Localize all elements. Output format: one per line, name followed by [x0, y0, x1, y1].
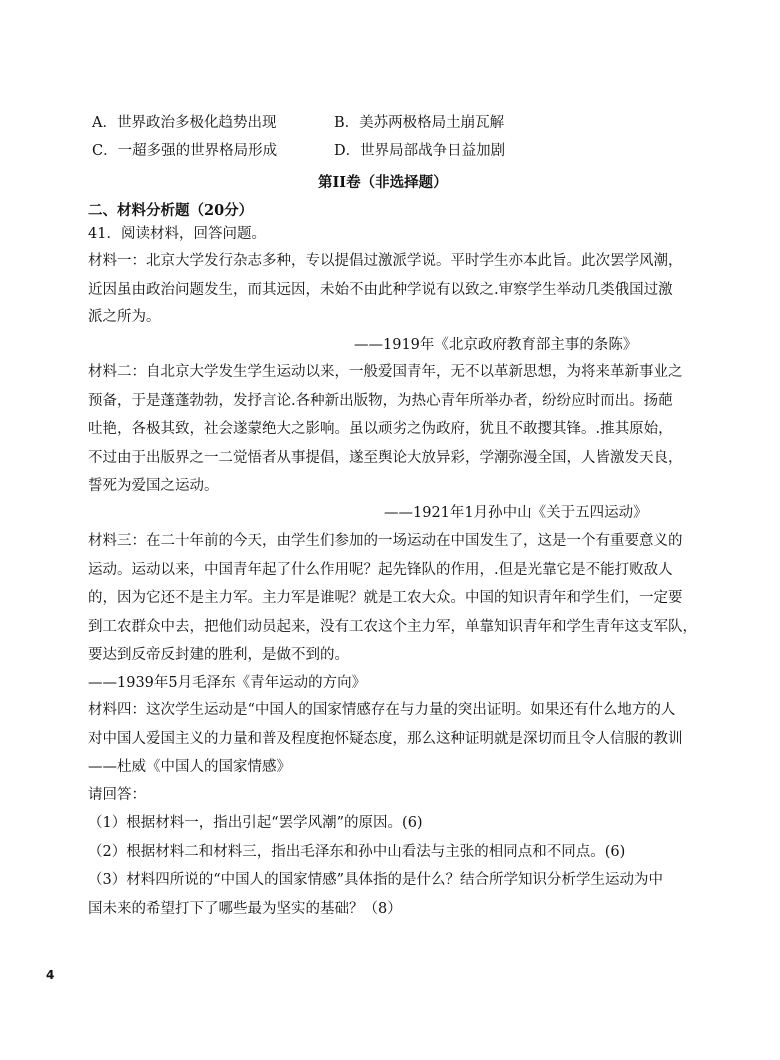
- material3-line: 材料三：在二十年前的今天，由学生们参加的一场运动在中国发生了，这是一个有重要意义的: [88, 533, 683, 549]
- sub-question-3-line: 国未来的希望打下了哪些最为坚实的基础？（8）: [88, 901, 402, 917]
- ask-label: 请回答：: [88, 787, 146, 803]
- material2-line: 不过由于出版界之一二觉悟者从事提倡，遂至舆论大放异彩，学潮弥漫全国，人皆激发天良，: [88, 450, 683, 466]
- material1-source: ——1919年《北京政府教育部主事的条陈》: [354, 337, 638, 353]
- material4-line: 材料四：这次学生运动是“中国人的国家情感存在与力量的突出证明。如果还有什么地方的人: [88, 702, 676, 718]
- option-b: B．美苏两极格局土崩瓦解: [334, 115, 505, 131]
- material2-line: 预备，于是蓬蓬勃勃，发抒言论.各种新出版物，为热心青年所举办者，纷纷应时而出。扬葩: [88, 393, 673, 409]
- material3-line: 要达到反帝反封建的胜利，是做不到的。: [88, 647, 349, 663]
- material1-line: 材料一：北京大学发行杂志多种，专以提倡过激派学说。平时学生亦本此旨。此次罢学风潮，: [88, 253, 683, 269]
- material3-source: ——1939年5月毛泽东《青年运动的方向》: [88, 675, 367, 691]
- sub-question-3-line: （3）材料四所说的“中国人的国家情感”具体指的是什么？结合所学知识分析学生运动为中: [88, 872, 664, 888]
- material2-source: ——1921年1月孙中山《关于五四运动》: [384, 505, 648, 521]
- material3-line: 运动。运动以来，中国青年起了什么作用呢？起先锋队的作用，.但是光靠它是不能打败敌人: [88, 562, 673, 578]
- volume-title: 第II卷（非选择题）: [318, 174, 448, 191]
- option-d: D．世界局部战争日益加剧: [334, 143, 506, 159]
- material4-line: 对中国人爱国主义的力量和普及程度抱怀疑态度，那么这种证明就是深切而且令人信服的教训: [88, 731, 683, 747]
- material2-line: 吐艳，各极其致，社会遂蒙绝大之影响。虽以顽劣之伪政府，犹且不敢撄其锋。.推其原始，: [88, 421, 673, 437]
- option-c: C．一超多强的世界格局形成: [92, 143, 278, 159]
- material1-line: 派之所为。: [88, 309, 161, 325]
- material3-line: 到工农群众中去，把他们动员起来，没有工农这个主力军，单靠知识青年和学生青年这支军队，: [88, 619, 697, 635]
- material1-line: 近因虽由政治问题发生，而其远因，未始不由此种学说有以致之.审察学生举动几类俄国过激: [88, 282, 673, 298]
- option-a: A．世界政治多极化趋势出现: [92, 115, 277, 131]
- material2-line: 誓死为爱国之运动。: [88, 478, 219, 494]
- question-intro: 41．阅读材料，回答问题。: [88, 226, 266, 242]
- material4-source: ——杜威《中国人的国家情感》: [88, 759, 291, 775]
- material3-line: 的，因为它还不是主力军。主力军是谁呢？就是工农大众。中国的知识青年和学生们，一定要: [88, 590, 683, 606]
- sub-question-1: （1）根据材料一，指出引起“罢学风潮”的原因。(6): [88, 815, 423, 831]
- material2-line: 材料二：自北京大学发生学生运动以来，一般爱国青年，无不以革新思想，为将来革新事业之: [88, 364, 683, 380]
- sub-question-2: （2）根据材料二和材料三，指出毛泽东和孙中山看法与主张的相同点和不同点。(6): [88, 844, 626, 860]
- page-number: 4: [46, 968, 55, 982]
- section-title: 二、材料分析题（20分）: [88, 202, 254, 219]
